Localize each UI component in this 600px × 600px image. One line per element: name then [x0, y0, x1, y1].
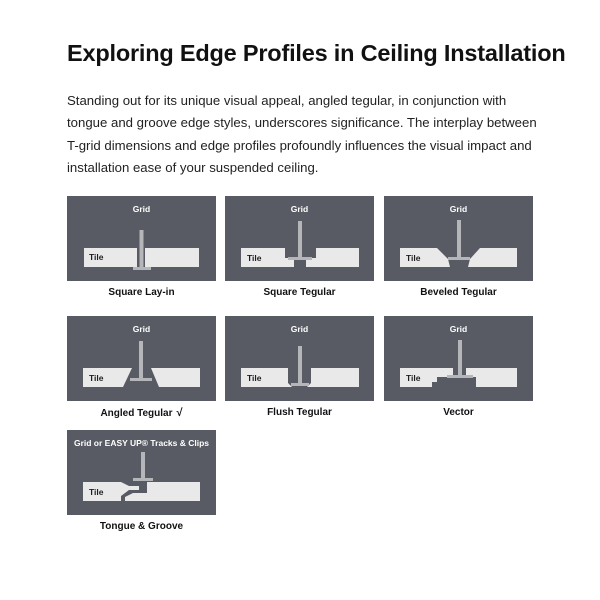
right-tile-shape [307, 368, 359, 387]
grid-label: Grid [290, 204, 309, 214]
grid-label: Grid [449, 324, 468, 334]
profile-flush-tegular [225, 316, 374, 418]
t-grid-stem [458, 340, 462, 376]
profile-angled-tegular [67, 316, 216, 419]
t-grid-stem [298, 221, 302, 258]
right-tile-shape [125, 482, 200, 501]
profile-vector [384, 316, 533, 418]
diagram-panel [384, 316, 533, 401]
grid-label: Grid [132, 204, 151, 214]
t-grid-flange [130, 378, 152, 381]
tile-label: Tile [406, 373, 421, 383]
profile-tongue-groove [67, 430, 216, 532]
tile-label: Tile [247, 253, 262, 263]
tile-label: Tile [247, 373, 262, 383]
right-tile-shape [306, 248, 359, 267]
diagram-panel [67, 196, 216, 281]
track-stem [141, 452, 145, 479]
diagram-panel [67, 430, 216, 515]
profile-caption: Square Lay-in [108, 287, 175, 298]
profile-square-lay-in [67, 196, 216, 298]
profile-caption: Tongue & Groove [99, 521, 184, 532]
t-grid-stem [140, 230, 144, 267]
t-grid-flange [288, 257, 312, 260]
profile-square-tegular [225, 196, 374, 298]
tile-label: Tile [89, 252, 104, 262]
track-flange [133, 478, 153, 481]
t-grid-stem [457, 220, 461, 258]
t-grid-stem [139, 341, 143, 379]
t-grid-flange [448, 257, 470, 260]
profile-caption [67, 407, 216, 419]
grid-label: Grid or EASY UP® Tracks & Clips [73, 438, 210, 448]
t-grid-flange [133, 267, 151, 270]
profile-caption-text: Angled Tegular [100, 408, 173, 419]
grid-label: Grid [132, 324, 151, 334]
profile-caption: Vector [443, 407, 474, 418]
profile-caption: Square Tegular [263, 287, 336, 298]
right-tile-shape [468, 248, 517, 267]
profile-caption: Flush Tegular [267, 407, 332, 418]
intro-paragraph: Standing out for its unique visual appeal, angled tegular, in conjunction with tongue and groove edge styles, underscores significance. The interplay between T-grid dimensions and edge profiles profoundly influences the visual impact and installation ease of your suspended ceiling. [67, 93, 537, 175]
diagram-panel [225, 196, 374, 281]
grid-label: Grid [290, 324, 309, 334]
tile-label: Tile [406, 253, 421, 263]
diagram-panel [225, 316, 374, 401]
profile-caption: Beveled Tegular [420, 287, 497, 298]
right-tile-shape [151, 368, 200, 387]
tile-label: Tile [89, 487, 104, 497]
right-tile-shape [466, 368, 517, 387]
page-title: Exploring Edge Profiles in Ceiling Installation [67, 40, 566, 66]
t-grid-stem [298, 346, 302, 384]
diagram-panel [384, 196, 533, 281]
checkmark-icon: √ [176, 407, 183, 419]
profile-beveled-tegular [384, 196, 533, 298]
t-grid-flange [291, 383, 309, 386]
right-tile-shape [145, 248, 199, 267]
t-grid-flange [447, 375, 473, 378]
diagram-panel [67, 316, 216, 401]
tile-label: Tile [89, 373, 104, 383]
grid-label: Grid [449, 204, 468, 214]
